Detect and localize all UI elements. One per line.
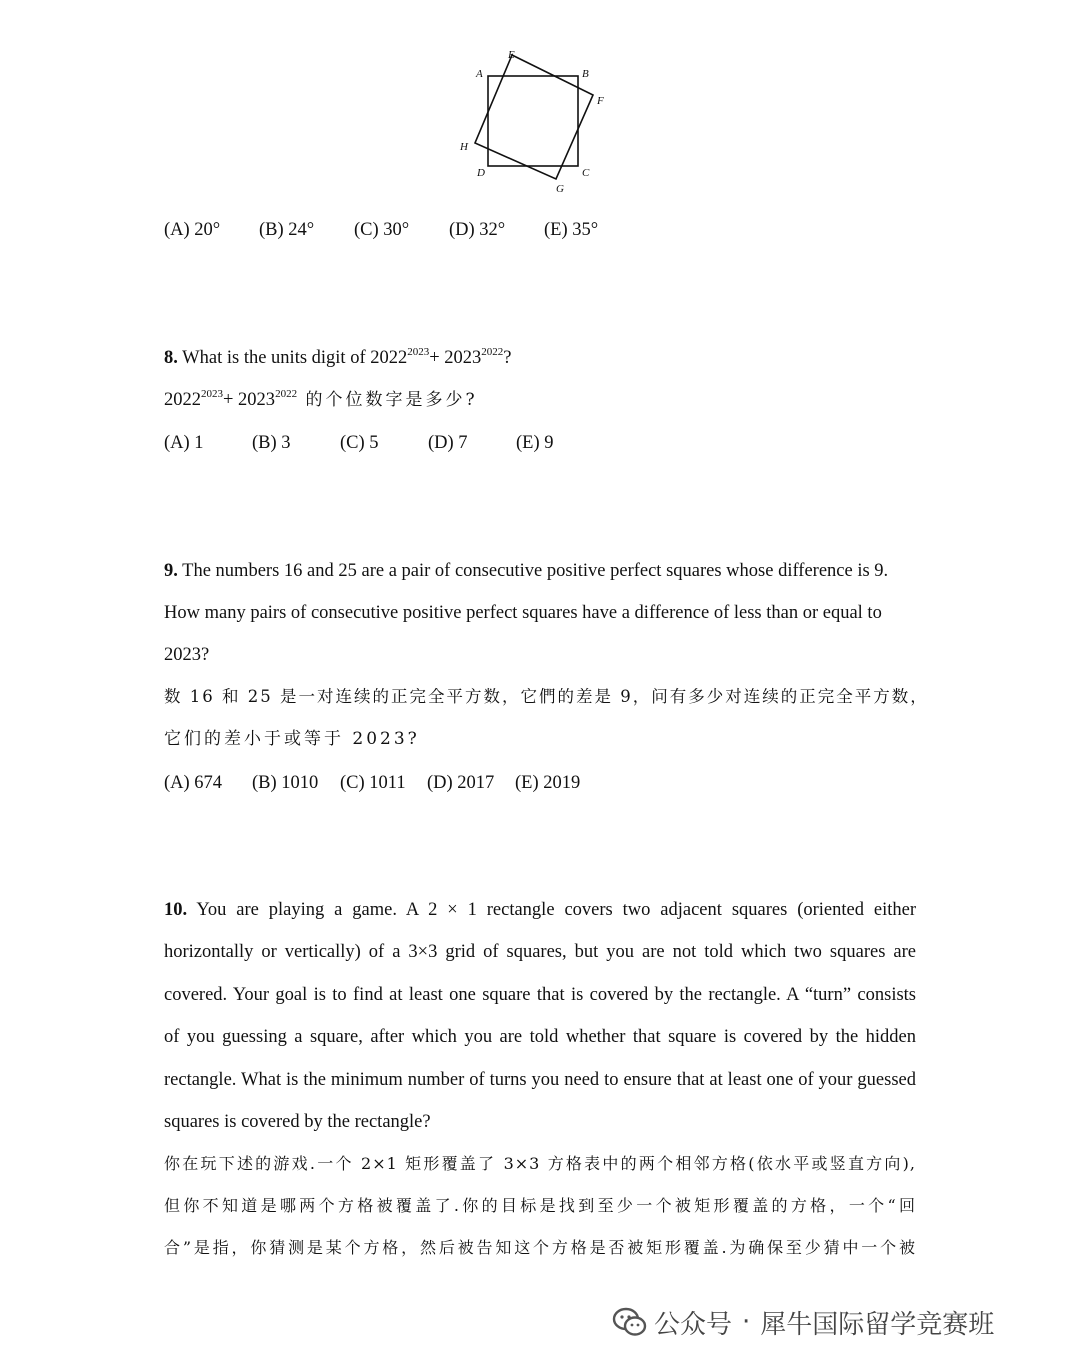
q10-number: 10. (164, 900, 188, 920)
q9-zh-2: 它们的差小于或等于 2023? (164, 729, 420, 749)
q8-option-a[interactable]: (A) 1 (164, 433, 204, 453)
footer-account: 公众号 (654, 1309, 733, 1340)
q10-line-1: 10. You are playing a game. A 2 × 1 rectangle covers two adjacent squares (oriented either (164, 900, 916, 920)
q9-option-d[interactable]: (D) 2017 (427, 773, 495, 793)
q10-line-2: horizontally or vertically) of a 3×3 grid of squares, but you are not told which two squares are (164, 942, 916, 962)
square-abcd (488, 76, 578, 166)
q9-option-b[interactable]: (B) 1010 (252, 773, 319, 793)
q10-line-5: rectangle. What is the minimum number of turns you need to ensure that at least one of your guessed (164, 1070, 916, 1090)
q8-option-c[interactable]: (C) 5 (340, 433, 379, 453)
label-f: F (597, 95, 604, 107)
q8-option-d[interactable]: (D) 7 (428, 433, 468, 453)
label-b: B (582, 68, 589, 80)
q10-line-6: squares is covered by the rectangle? (164, 1112, 431, 1132)
q8-options (164, 431, 554, 455)
q7-option-c[interactable]: (C) 30° (354, 220, 410, 240)
q9-line-1: 9. The numbers 16 and 25 are a pair of consecutive positive perfect squares whose difference is 9. (164, 561, 889, 581)
q8-option-e[interactable]: (E) 9 (516, 433, 554, 453)
wechat-icon (612, 1307, 648, 1337)
q10-line-4: of you guessing a square, after which you are told whether that square is covered by the hidden (164, 1027, 916, 1047)
footer-name: 犀牛国际留学竞赛班 (760, 1309, 995, 1340)
q7-option-e[interactable]: (E) 35° (544, 220, 599, 240)
q9-options (164, 771, 580, 795)
square-figure (452, 46, 614, 196)
q9-number: 9. (164, 561, 178, 581)
label-c: C (582, 167, 590, 179)
watermark-footer (612, 1302, 994, 1342)
q9-option-a[interactable]: (A) 674 (164, 773, 223, 793)
q7-option-a[interactable]: (A) 20° (164, 220, 221, 240)
q7-options (164, 218, 598, 242)
footer-separator: · (742, 1307, 751, 1337)
q8-question: 8. What is the units digit of $2022^{2023}+ 2023^{2022}$? (164, 346, 512, 368)
label-g: G (556, 183, 564, 195)
q8-option-b[interactable]: (B) 3 (252, 433, 291, 453)
q10-zh-2: 但你不知道是哪两个方格被覆盖了.你的目标是找到至少一个被矩形覆盖的方格，一个“回 (164, 1196, 916, 1215)
label-a: A (476, 68, 483, 80)
label-d: D (477, 167, 485, 179)
square-efgh (475, 55, 593, 179)
q9-option-c[interactable]: (C) 1011 (340, 773, 406, 793)
q7-option-b[interactable]: (B) 24° (259, 220, 315, 240)
q9-line-3: 2023? (164, 645, 210, 665)
q9-line-2: How many pairs of consecutive positive perfect squares have a difference of less than or equal to (164, 603, 882, 623)
q10-zh-1: 你在玩下述的游戏.一个 2×1 矩形覆盖了 3×3 方格表中的两个相邻方格(依水平或竖直方向), (164, 1154, 916, 1173)
q9-zh-1: 数 16 和 25 是一对连续的正完全平方数，它們的差是 9，问有多少对连续的正完全平方数， (164, 687, 929, 706)
q8-number: 8. (164, 348, 178, 368)
label-e: E (508, 49, 515, 61)
q10-zh-3: 合”是指，你猜测是某个方格，然后被告知这个方格是否被矩形覆盖.为确保至少猜中一个被 (164, 1238, 916, 1257)
q7-option-d[interactable]: (D) 32° (449, 220, 506, 240)
q8-question-zh: $2022^{2023}+ 2023^{2022}$ 的个位数字是多少? (164, 388, 478, 410)
label-h: H (460, 141, 468, 153)
q10-line-3: covered. Your goal is to find at least one square that is covered by the rectangle. A “turn” consists (164, 985, 916, 1005)
q9-option-e[interactable]: (E) 2019 (515, 773, 581, 793)
